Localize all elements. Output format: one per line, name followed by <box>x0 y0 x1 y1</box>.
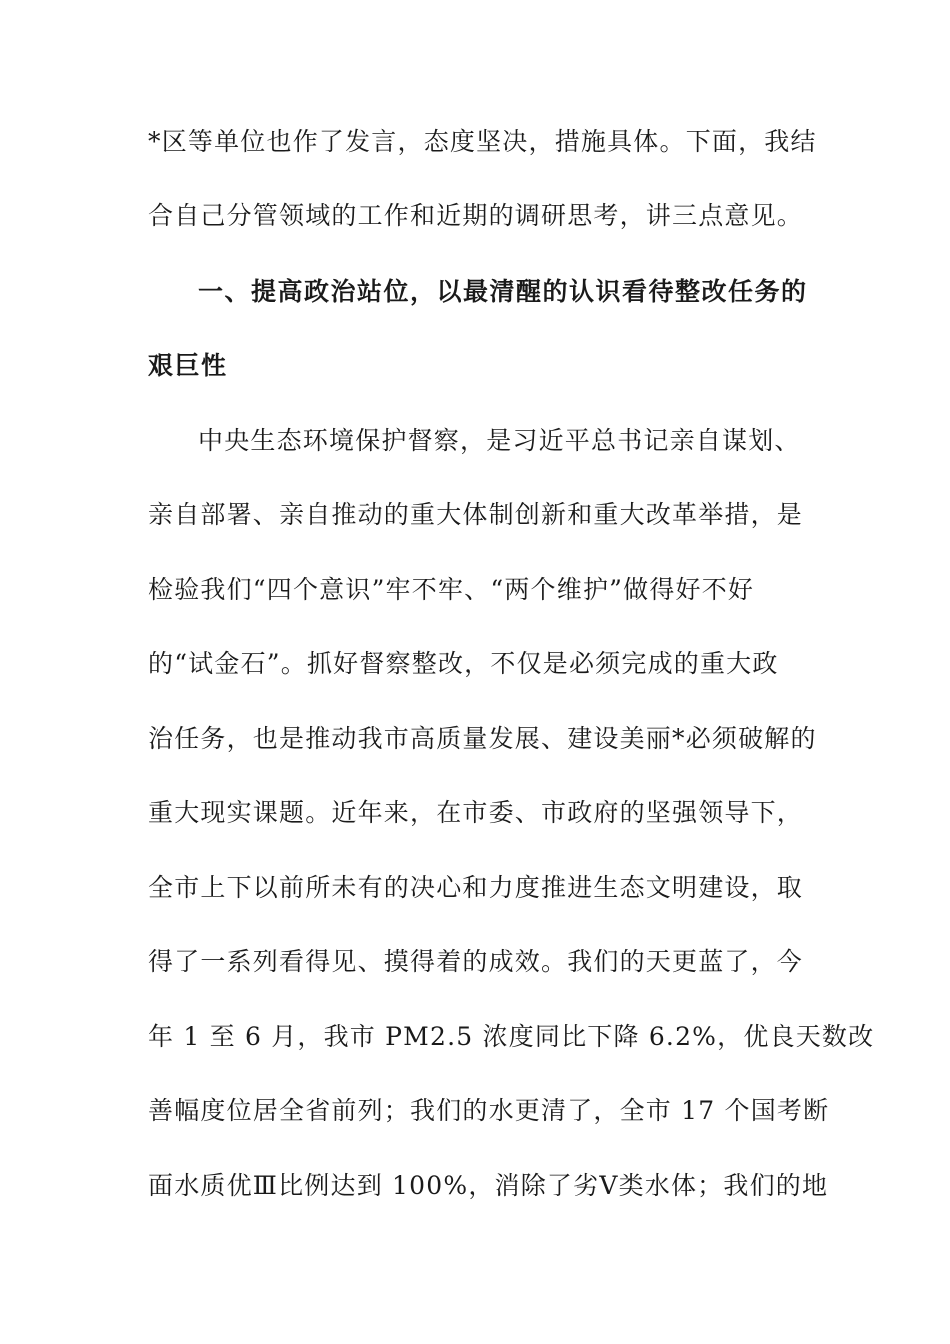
body-text-line: 得了一系列看得见、摸得着的成效。我们的天更蓝了，今 <box>148 947 804 976</box>
body-text-line: *区等单位也作了发言，态度坚决，措施具体。下面，我结 <box>148 127 817 156</box>
body-text-line: 亲自部署、亲自推动的重大体制创新和重大改革举措，是 <box>148 500 804 529</box>
body-text-line: 年 1 至 6 月，我市 PM2.5 浓度同比下降 6.2%，优良天数改 <box>148 1022 875 1051</box>
body-text-line: 善幅度位居全省前列；我们的水更清了，全市 17 个国考断 <box>148 1096 830 1125</box>
body-text-line: 面水质优Ⅲ比例达到 100%，消除了劣Ⅴ类水体；我们的地 <box>148 1171 829 1200</box>
body-text-line: 重大现实课题。近年来，在市委、市政府的坚强领导下， <box>148 798 804 827</box>
body-text-line: 治任务，也是推动我市高质量发展、建设美丽*必须破解的 <box>148 724 817 753</box>
body-text-line: 全市上下以前所未有的决心和力度推进生态文明建设，取 <box>148 873 804 902</box>
body-text-line: 的“试金石”。抓好督察整改，不仅是必须完成的重大政 <box>148 649 779 678</box>
section-heading-continued: 艰巨性 <box>148 351 228 380</box>
body-text-line: 合自己分管领域的工作和近期的调研思考，讲三点意见。 <box>148 201 804 230</box>
section-heading: 一、提高政治站位，以最清醒的认识看待整改任务的 <box>198 277 808 306</box>
paragraph-first-line: 中央生态环境保护督察，是习近平总书记亲自谋划、 <box>198 426 801 455</box>
body-text-line: 检验我们“四个意识”牢不牢、“两个维护”做得好不好 <box>148 575 755 604</box>
